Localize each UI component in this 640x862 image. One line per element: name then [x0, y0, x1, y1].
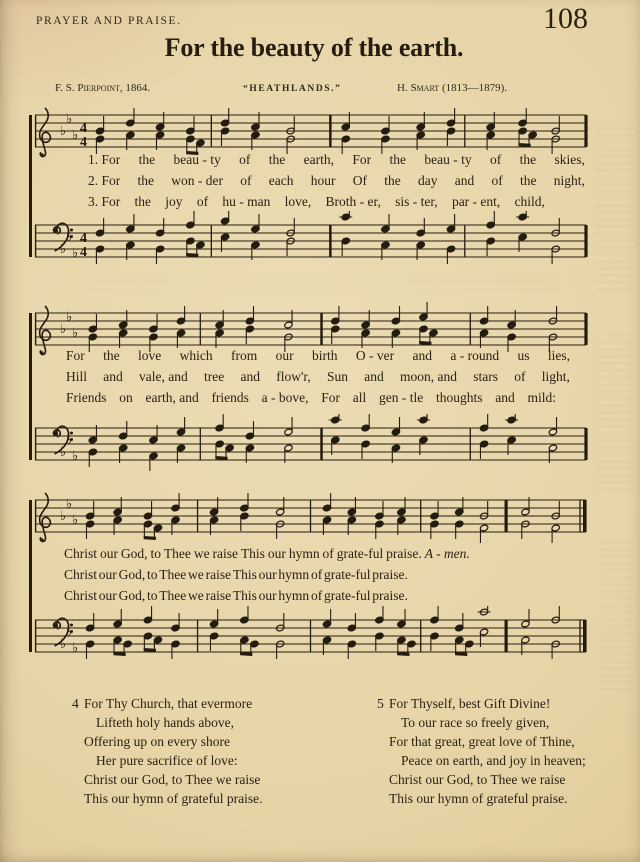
lyric-token: moon, and — [400, 369, 458, 384]
verse-lines — [72, 694, 332, 808]
verse-4 — [72, 694, 332, 808]
lyric-token: sis - ter, — [395, 194, 438, 209]
verse-line: This our hymn of grateful praise. — [84, 791, 263, 806]
lyric-token: and — [495, 390, 515, 405]
lyric-token: of — [239, 152, 251, 167]
svg-text:♭: ♭ — [66, 433, 73, 448]
svg-text:4: 4 — [80, 245, 87, 260]
svg-text:♭: ♭ — [60, 509, 67, 524]
lyric-token: child, — [514, 194, 545, 209]
lyric-token: raise — [205, 588, 232, 603]
tune-name: “HEATHLANDS.” — [243, 84, 342, 94]
lyric-token: Thee — [159, 588, 187, 603]
lyric-token: our — [99, 546, 118, 561]
lyric-token: God, — [118, 567, 146, 582]
lyric-token: Christ — [64, 546, 98, 561]
stanza-lines-1 — [0, 152, 640, 215]
lyric-token: skies, — [554, 152, 585, 167]
lyric-token: our — [267, 546, 286, 561]
lyric-token: and — [103, 369, 123, 384]
verse-line: To our race so freely given, — [401, 715, 550, 730]
svg-text:4: 4 — [80, 135, 87, 150]
lyric-token: each — [268, 173, 294, 188]
bass-staff-1 — [0, 211, 640, 275]
lyric-token: the — [519, 152, 537, 167]
lyric-token: friends — [211, 390, 249, 405]
lyric-token: birth — [312, 348, 338, 363]
lyric-token: light, — [541, 369, 570, 384]
lyric-token: grate-ful — [336, 546, 384, 561]
lyric-line — [88, 173, 585, 194]
lyric-token: the — [138, 152, 156, 167]
lyric-token: God, — [120, 546, 148, 561]
lyric-token: to — [146, 567, 158, 582]
running-head: PRAYER AND PRAISE. — [36, 15, 182, 27]
lyric-token: of — [196, 194, 209, 209]
verse-line: For Thyself, best Gift Divine! — [389, 696, 551, 711]
lyric-token: which — [179, 348, 213, 363]
lyric-token: won - der — [171, 173, 223, 188]
lyric-token: par - ent, — [451, 194, 501, 209]
verse-line: Christ our God, to Thee we raise — [84, 772, 261, 787]
lyric-token: 1. For — [88, 152, 121, 167]
lyric-token: Thee — [163, 546, 191, 561]
lyric-token: of — [491, 173, 503, 188]
lyric-token: stars — [473, 369, 499, 384]
lyric-token: This — [240, 546, 265, 561]
lyric-token: gen - tle — [379, 390, 424, 405]
hymn-title: For the beauty of the earth. — [164, 33, 464, 62]
system-left-rule — [29, 115, 32, 257]
lyric-token: hymn — [278, 588, 310, 603]
system-left-rule — [29, 313, 32, 460]
lyric-token: us — [517, 348, 530, 363]
lyric-token: our — [98, 588, 117, 603]
lyric-token: love — [138, 348, 162, 363]
stanza-lines-3 — [0, 546, 640, 609]
lyric-token: of — [310, 567, 323, 582]
lyric-token: and — [454, 173, 475, 188]
lyric-token: Sun — [327, 369, 349, 384]
lyric-token: joy — [165, 194, 183, 209]
lyric-token: our — [275, 348, 294, 363]
lyric-token: of — [322, 546, 334, 561]
lyric-token: of — [310, 588, 323, 603]
lyric-token: hymn — [288, 546, 320, 561]
lyric-token: grate-ful — [324, 588, 371, 603]
lyric-token: our — [258, 567, 277, 582]
lyric-token: grate-ful — [324, 567, 371, 582]
lyric-token: tree — [204, 369, 225, 384]
lyric-token: night, — [553, 173, 585, 188]
svg-text:♭: ♭ — [66, 497, 73, 512]
svg-text:♭: ♭ — [72, 326, 79, 341]
lyric-token: our — [98, 567, 117, 582]
lyric-token: and — [412, 348, 432, 363]
lyric-token: 2. For — [88, 173, 121, 188]
lyric-token: the — [268, 152, 286, 167]
lyric-token: we — [188, 588, 204, 603]
lyric-token: A - men. — [424, 546, 470, 561]
lyric-token: Broth - er, — [325, 194, 381, 209]
lyric-token: raise — [212, 546, 238, 561]
svg-text:♭: ♭ — [66, 112, 73, 127]
lyric-token: flow'r, — [276, 369, 311, 384]
lyric-token: For — [66, 348, 85, 363]
composer-credit: H. Smart (1813—1879). — [397, 82, 508, 94]
lyric-token: and — [240, 369, 260, 384]
lyric-token: Christ — [64, 588, 98, 603]
verse-line: Lifteth holy hands above, — [96, 715, 234, 730]
verse-number: 4 — [72, 696, 79, 711]
lyric-token: praise. — [372, 588, 408, 603]
lyric-token: all — [352, 390, 367, 405]
lyric-token: and — [364, 369, 384, 384]
lyric-token: earth, and — [145, 390, 199, 405]
svg-text:4: 4 — [80, 121, 87, 136]
verse-line: Christ our God, to Thee we raise — [389, 772, 566, 787]
lyric-token: 3. For — [88, 194, 121, 209]
lyric-token: raise — [205, 567, 232, 582]
svg-text:♭: ♭ — [72, 246, 79, 261]
lyric-token: day — [417, 173, 438, 188]
lyric-token: Friends — [66, 390, 107, 405]
lyric-line — [88, 152, 585, 173]
verse-line: This our hymn of grateful praise. — [389, 791, 568, 806]
verse-5 — [377, 694, 627, 808]
lyric-token: to — [150, 546, 161, 561]
lyric-token: love, — [284, 194, 312, 209]
lyric-token: hymn — [278, 567, 310, 582]
svg-text:♭: ♭ — [60, 445, 67, 460]
lyric-token: of — [514, 369, 526, 384]
lyric-token: a - round — [450, 348, 500, 363]
lyric-token: Hill — [66, 369, 88, 384]
lyric-line — [66, 369, 570, 390]
lyric-line — [66, 390, 556, 411]
svg-text:♭: ♭ — [60, 242, 67, 257]
lyric-token: the — [384, 173, 401, 188]
lyric-token: praise. — [386, 546, 422, 561]
verse-line: Her pure sacrifice of love: — [96, 753, 238, 768]
svg-text:♭: ♭ — [72, 513, 79, 528]
lyric-token: a - bove, — [261, 390, 309, 405]
lyric-token: the — [134, 194, 152, 209]
bass-staff-2 — [0, 414, 640, 478]
lyric-token: Of — [352, 173, 367, 188]
lyric-token: mild: — [527, 390, 556, 405]
lyric-token: thoughts — [435, 390, 483, 405]
stanza-lines-2 — [0, 348, 640, 411]
lyric-line — [64, 567, 408, 588]
svg-text:♭: ♭ — [72, 641, 79, 656]
lyric-token: This — [232, 567, 257, 582]
lyric-token: God, — [118, 588, 146, 603]
svg-text:♭: ♭ — [60, 637, 67, 652]
lyric-token: on — [119, 390, 133, 405]
lyric-token: hu - man — [222, 194, 271, 209]
lyric-token: beau - ty — [173, 152, 221, 167]
lyric-token: beau - ty — [424, 152, 472, 167]
svg-text:♭: ♭ — [72, 128, 79, 143]
svg-text:4: 4 — [80, 231, 87, 246]
lyric-token: O - ver — [355, 348, 395, 363]
lyric-token: we — [193, 546, 210, 561]
lyric-token: to — [146, 588, 158, 603]
system-left-rule — [29, 500, 32, 652]
lyric-token: the — [137, 173, 155, 188]
lyric-token: we — [188, 567, 204, 582]
verse-line: For that great, great love of Thine, — [389, 734, 575, 749]
lyric-token: earth, — [303, 152, 334, 167]
lyric-token: the — [103, 348, 120, 363]
lyric-token: For — [352, 152, 372, 167]
lyric-token: vale, and — [139, 369, 188, 384]
svg-text:♭: ♭ — [66, 230, 73, 245]
lyric-token: hour — [310, 173, 336, 188]
svg-text:♭: ♭ — [60, 124, 67, 139]
lyric-token: the — [519, 173, 537, 188]
verse-line: Offering up on every shore — [84, 734, 230, 749]
lyric-token: our — [258, 588, 277, 603]
treble-staff-3 — [0, 486, 640, 550]
lyric-token: the — [389, 152, 406, 167]
lyric-token: of — [489, 152, 502, 167]
lyric-token: from — [231, 348, 258, 363]
lyric-token: For — [321, 390, 341, 405]
svg-text:♭: ♭ — [66, 310, 73, 325]
lyric-token: Christ — [64, 567, 98, 582]
author-credit: F. S. Pierpoint, 1864. — [55, 82, 151, 94]
lyric-token: praise. — [372, 567, 408, 582]
lyric-token: lies, — [547, 348, 570, 363]
svg-text:♭: ♭ — [60, 322, 67, 337]
lyric-token: Thee — [159, 567, 187, 582]
svg-text:♭: ♭ — [72, 449, 79, 464]
lyric-token: of — [240, 173, 252, 188]
lyric-line — [66, 348, 570, 369]
verse-number: 5 — [377, 696, 384, 711]
lyric-token: This — [232, 588, 257, 603]
verse-line: For Thy Church, that evermore — [84, 696, 253, 711]
bass-staff-3 — [0, 606, 640, 670]
page-number: 108 — [543, 2, 588, 35]
verse-line: Peace on earth, and joy in heaven; — [401, 753, 586, 768]
lyric-line — [64, 546, 470, 567]
verse-lines — [377, 694, 627, 808]
svg-text:♭: ♭ — [66, 625, 73, 640]
